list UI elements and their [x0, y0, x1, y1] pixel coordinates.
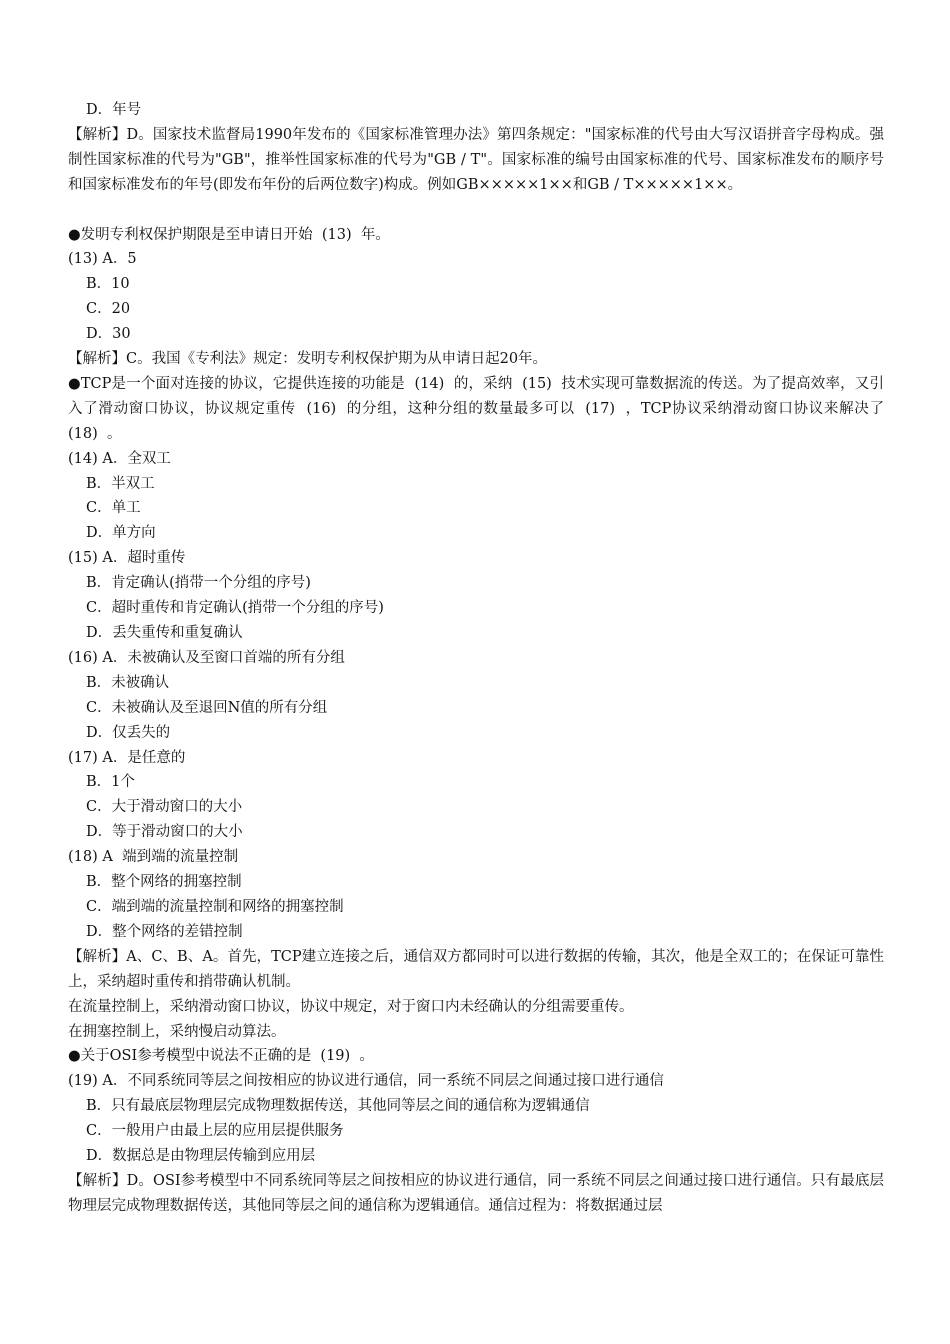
answer-option: B．整个网络的拥塞控制 [86, 874, 242, 891]
answer-option: D．丢失重传和重复确认 [86, 625, 243, 642]
answer-option: D．整个网络的差错控制 [86, 923, 243, 940]
text-paragraph: 【解析】C。我国《专利法》规定：发明专利权保护期为从申请日起20年。 [68, 351, 548, 368]
text-paragraph: 【解析】D。国家技术监督局1990年发布的《国家标准管理办法》第四条规定："国家标准的代号由大写汉语拼音字母构成。强制性国家标准的代号为"GB"，推举性国家标准的代号为"GB / T"。国家标准的编号由国家标准的代号、国家标准发布的顺序号和国家标准发布的年号(即发布年份的后两位数字)构成。例如GB×××××1××和GB / T×××××1××。 [68, 126, 884, 193]
text-paragraph: (15) A．超时重传 [68, 550, 186, 567]
answer-option: D．仅丢失的 [86, 724, 171, 741]
answer-option: B．半双工 [86, 475, 155, 492]
answer-option: C．单工 [86, 500, 141, 517]
text-paragraph: ●TCP是一个面对连接的协议，它提供连接的功能是 (14) 的，采纳 (15) 技术实现可靠数据流的传送。为了提高效率，又引入了滑动窗口协议，协议规定重传 (16) 的分组，这种分组的数量最多可以 (17) ，TCP协议采纳滑动窗口协议来解决了 (18) 。 [68, 375, 894, 442]
text-paragraph: (16) A．未被确认及至窗口首端的所有分组 [68, 649, 345, 666]
answer-option: B．1个 [86, 774, 135, 791]
text-paragraph: (19) A．不同系统同等层之间按相应的协议进行通信，同一系统不同层之间通过接口进行通信 [68, 1073, 664, 1090]
text-paragraph: (18) A 端到端的流量控制 [68, 849, 239, 866]
answer-option: B．只有最底层物理层完成物理数据传送，其他同等层之间的通信称为逻辑通信 [86, 1098, 590, 1115]
answer-option: C．未被确认及至退回N值的所有分组 [86, 699, 328, 716]
text-paragraph: 【解析】A、C、B、A。首先，TCP建立连接之后，通信双方都同时可以进行数据的传输，其次，他是全双工的；在保证可靠性上，采纳超时重传和捎带确认机制。 [68, 948, 884, 990]
answer-option: C．大于滑动窗口的大小 [86, 799, 243, 816]
answer-option: D．30 [86, 326, 131, 343]
text-paragraph: ●发明专利权保护期限是至申请日开始 (13) 年。 [68, 226, 390, 243]
answer-option: D．等于滑动窗口的大小 [86, 824, 243, 841]
answer-option: B．未被确认 [86, 674, 170, 691]
answer-option: D．单方向 [86, 525, 156, 542]
answer-option: C．20 [86, 301, 131, 318]
answer-option: C．一般用户由最上层的应用层提供服务 [86, 1123, 344, 1140]
answer-option: B．10 [86, 276, 130, 293]
text-paragraph: (13) A．5 [68, 251, 137, 268]
text-paragraph: 【解析】D。OSI参考模型中不同系统同等层之间按相应的协议进行通信，同一系统不同层之间通过接口进行通信。只有最底层物理层完成物理数据传送，其他同等层之间的通信称为逻辑通信。通信过程为：将数据通过层 [68, 1172, 884, 1214]
text-paragraph: 在拥塞控制上，采纳慢启动算法。 [68, 1023, 286, 1040]
blank-line [68, 198, 884, 223]
answer-option: C．超时重传和肯定确认(捎带一个分组的序号) [86, 600, 384, 617]
answer-option: D．年号 [86, 102, 142, 118]
text-paragraph: 在流量控制上，采纳滑动窗口协议，协议中规定，对于窗口内未经确认的分组需要重传。 [68, 998, 634, 1015]
document-page [68, 98, 894, 1219]
answer-option: D．数据总是由物理层传输到应用层 [86, 1148, 316, 1165]
text-paragraph: (17) A．是任意的 [68, 749, 186, 766]
text-paragraph: (14) A．全双工 [68, 450, 171, 467]
answer-option: C．端到端的流量控制和网络的拥塞控制 [86, 898, 344, 915]
answer-option: B．肯定确认(捎带一个分组的序号) [86, 575, 311, 592]
text-paragraph: ●关于OSI参考模型中说法不正确的是 (19) 。 [68, 1048, 374, 1065]
